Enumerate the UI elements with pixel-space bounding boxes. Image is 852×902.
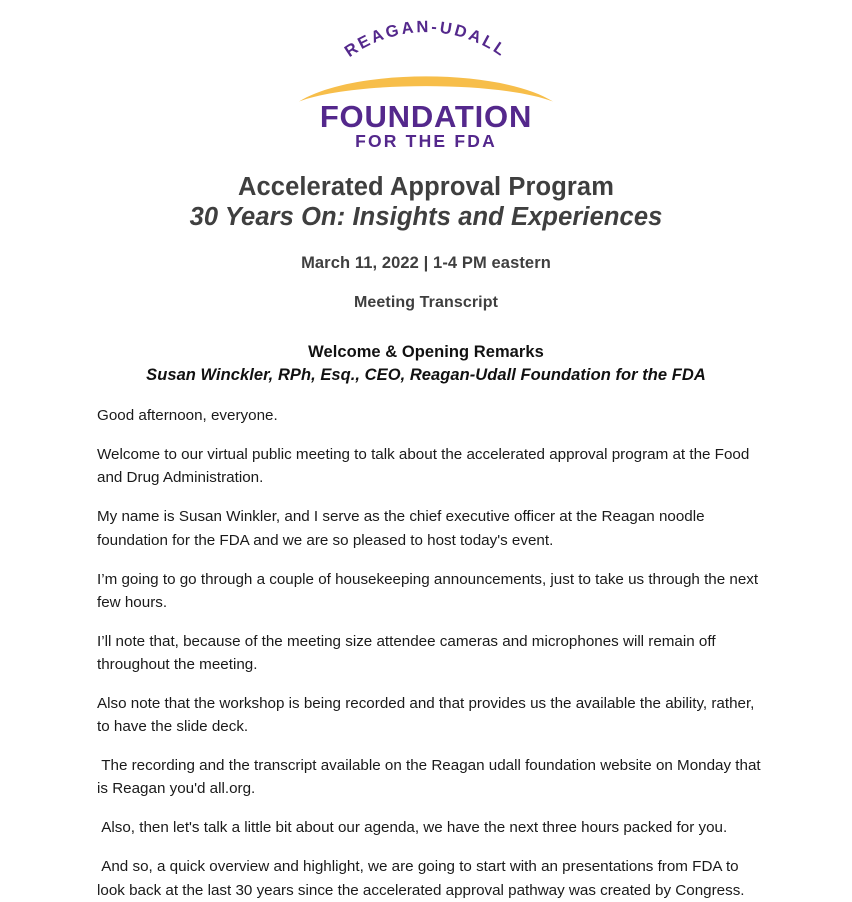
transcript-paragraph: I’ll note that, because of the meeting size attendee cameras and microphones will remain off throughout the meeting. [97, 632, 720, 673]
title-block [0, 172, 852, 312]
transcript-paragraph: Also, then let's talk a little bit about our agenda, we have the next three hours packed for you. [97, 819, 728, 837]
transcript-paragraph: And so, a quick overview and highlight, we are going to start with an presentations from FDA to look back at the last 30 years since the accelerated approval pathway was created by Congress. [97, 858, 745, 899]
logo-foundation-text: FOUNDATION [319, 99, 533, 134]
logo-arc-text: REAGAN-UDALL [341, 18, 511, 61]
transcript-paragraph: My name is Susan Winkler, and I serve as the chief executive officer at the Reagan noodle foundation for the FDA and we are so pleased to host today's event. [97, 508, 709, 549]
page-title: Accelerated Approval Program [238, 173, 614, 201]
page-subtitle: 30 Years On: Insights and Experiences [189, 203, 663, 232]
reagan-udall-foundation-logo [293, 18, 559, 151]
logo-for-the-fda-text: FOR THE FDA [355, 131, 497, 151]
transcript-paragraph: I’m going to go through a couple of housekeeping announcements, just to take us through the next few hours. [97, 570, 763, 611]
session-heading-block [0, 343, 852, 385]
logo-block [0, 0, 852, 150]
transcript-body [91, 404, 765, 902]
transcript-paragraph: Also note that the workshop is being recorded and that provides us the available the ability, rather, to have the slide deck. [97, 695, 759, 736]
transcript-paragraph: The recording and the transcript available on the Reagan udall foundation website on Monday that is Reagan you'd all.org. [97, 757, 765, 798]
transcript-paragraph: Welcome to our virtual public meeting to talk about the accelerated approval program at the Food and Drug Administration. [97, 446, 754, 487]
session-speaker: Susan Winckler, RPh, Esq., CEO, Reagan-Udall Foundation for the FDA [146, 366, 706, 385]
session-title: Welcome & Opening Remarks [308, 343, 544, 362]
event-date-time: March 11, 2022 | 1-4 PM eastern [301, 254, 551, 273]
transcript-paragraph: Good afternoon, everyone. [97, 407, 278, 425]
document-kind-label: Meeting Transcript [353, 294, 499, 312]
logo-gold-swoosh [299, 76, 553, 101]
